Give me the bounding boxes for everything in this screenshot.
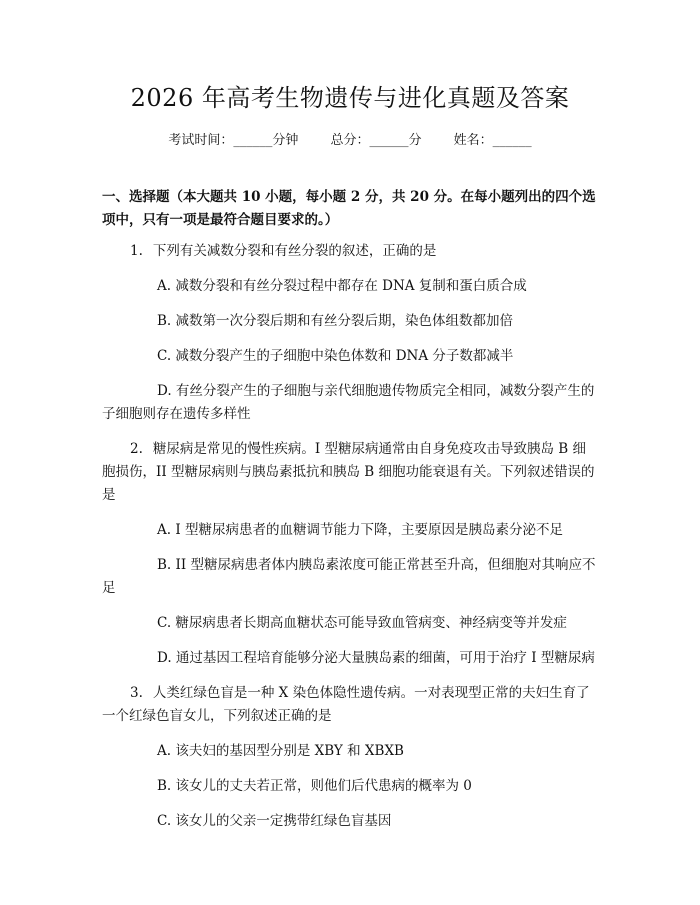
answer-option: D. 通过基因工程培育能够分泌大量胰岛素的细菌，可用于治疗 I 型糖尿病 — [157, 650, 595, 666]
exam-title: 2026 年高考生物遗传与进化真题及答案 — [130, 84, 570, 112]
exam-meta — [0, 130, 700, 152]
question-stem — [102, 240, 598, 263]
question-number: 1. — [130, 243, 143, 259]
section-heading: 一、选择题（本大题共 10 小题，每小题 2 分，共 20 分。在每小题列出的四个选项中，只有一项是最符合题目要求的。） — [102, 189, 596, 228]
question-text: 人类红绿色盲是一种 X 染色体隐性遗传病。一对表现型正常的夫妇生育了一个红绿色盲女儿，下列叙述正确的是 — [102, 685, 590, 724]
exam-time-field: 考试时间：______分钟 — [168, 133, 299, 148]
question-list — [102, 240, 598, 845]
answer-option: A. 减数分裂和有丝分裂过程中都存在 DNA 复制和蛋白质合成 — [157, 278, 527, 294]
answer-option: C. 减数分裂产生的子细胞中染色体数和 DNA 分子数都减半 — [157, 348, 514, 364]
student-name-field: 姓名：______ — [453, 133, 532, 148]
question-text: 下列有关减数分裂和有丝分裂的叙述，正确的是 — [152, 243, 437, 259]
answer-option: B. 减数第一次分裂后期和有丝分裂后期，染色体组数都加倍 — [157, 313, 514, 329]
answer-option: C. 该女儿的父亲一定携带红绿色盲基因 — [157, 813, 392, 829]
total-score-field: 总分：______分 — [330, 133, 422, 148]
answer-option: B. 该女儿的丈夫若正常，则他们后代患病的概率为 0 — [157, 778, 472, 794]
answer-option: B. II 型糖尿病患者体内胰岛素浓度可能正常甚至升高，但细胞对其响应不足 — [102, 557, 596, 596]
question-number: 2. — [130, 441, 143, 457]
question-stem — [102, 438, 598, 507]
question-text: 糖尿病是常见的慢性疾病。I 型糖尿病通常由自身免疫攻击导致胰岛 B 细胞损伤，II 型糖尿病则与胰岛素抵抗和胰岛 B 细胞功能衰退有关。下列叙述错误的是 — [102, 441, 595, 503]
answer-option: C. 糖尿病患者长期高血糖状态可能导致血管病变、神经病变等并发症 — [157, 615, 567, 631]
answer-option: D. 有丝分裂产生的子细胞与亲代细胞遗传物质完全相同，减数分裂产生的子细胞则存在遗传多样性 — [102, 383, 595, 422]
answer-option: A. 该夫妇的基因型分别是 XBY 和 XBXB — [157, 743, 404, 759]
question-stem — [102, 682, 598, 728]
question-number: 3. — [130, 685, 143, 701]
answer-option: A. I 型糖尿病患者的血糖调节能力下降，主要原因是胰岛素分泌不足 — [157, 522, 563, 538]
